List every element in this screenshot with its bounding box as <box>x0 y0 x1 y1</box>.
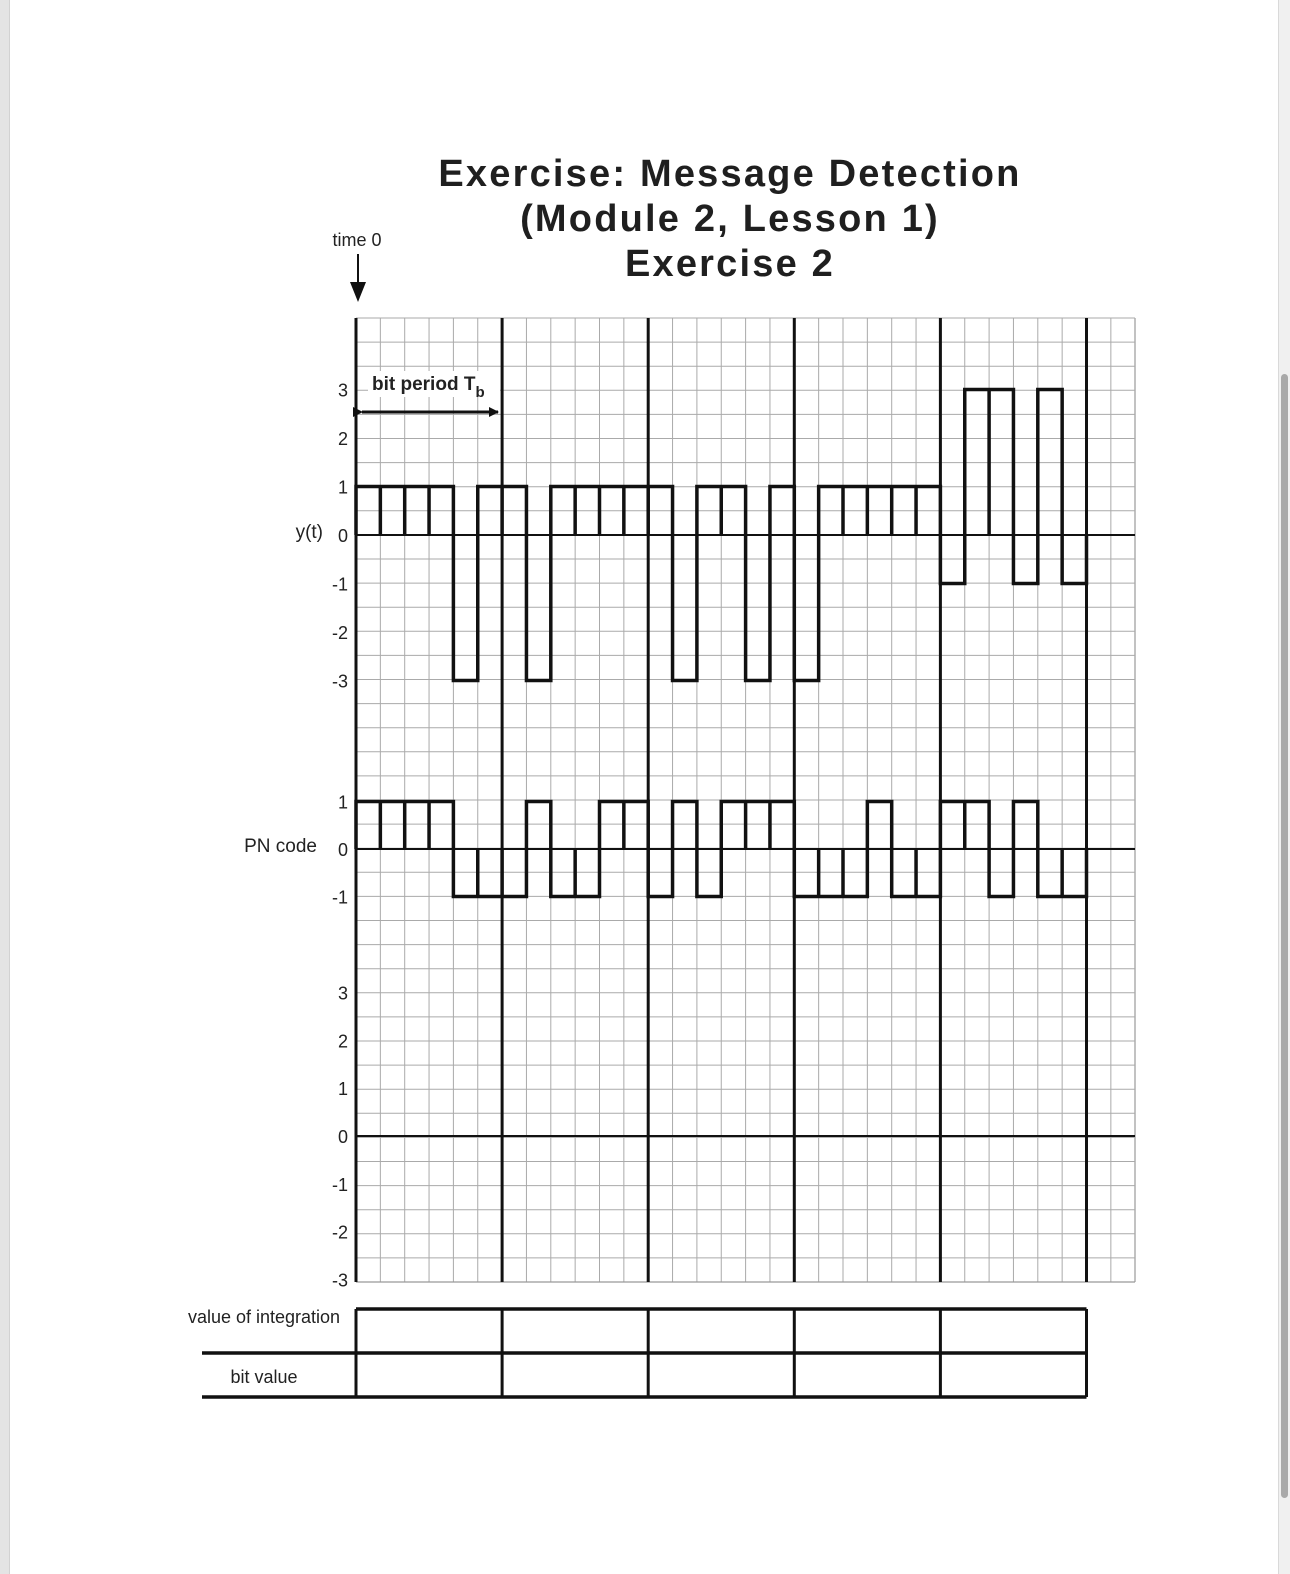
tick-labels <box>332 381 348 1291</box>
product-tick-label: -1 <box>331 1174 348 1195</box>
title-line-1: Exercise: Message Detection <box>438 153 1022 195</box>
integration-value-cell[interactable] <box>359 1312 499 1350</box>
pn-tick-label: 0 <box>337 840 348 860</box>
title-line-2: (Module 2, Lesson 1) <box>520 198 940 240</box>
bit-value-cell[interactable] <box>505 1356 645 1394</box>
yt-tick-label: 1 <box>337 477 348 498</box>
time-zero-label: time 0 <box>332 230 382 250</box>
yt-tick-label: -1 <box>331 574 348 595</box>
bit-value-cell[interactable] <box>359 1356 499 1394</box>
title-line-3: Exercise 2 <box>624 243 836 285</box>
product-tick-label: -2 <box>331 1222 348 1243</box>
integration-value-cell[interactable] <box>797 1312 937 1350</box>
bit-period-label: bit period $T_b$ <box>372 374 485 401</box>
bit-value-label: bit value <box>230 1367 298 1387</box>
pn-panel-label: PN code <box>244 836 317 857</box>
integration-value-cell[interactable] <box>943 1312 1083 1350</box>
yt-tick-label: 2 <box>337 429 348 449</box>
yt-tick-label: -3 <box>331 671 348 692</box>
integration-value-cell[interactable] <box>651 1312 791 1350</box>
bit-value-cell[interactable] <box>943 1356 1083 1394</box>
product-tick-label: 2 <box>337 1031 348 1052</box>
yt-tick-label: -2 <box>331 623 348 643</box>
yt-panel-label: y(t) <box>295 522 323 543</box>
product-tick-label: 0 <box>337 1127 348 1147</box>
yt-tick-label: 3 <box>337 380 348 401</box>
pn-tick-label: -1 <box>331 887 348 908</box>
bit-value-cell[interactable] <box>797 1356 937 1394</box>
yt-tick-label: 0 <box>337 526 348 546</box>
bit-value-cell[interactable] <box>651 1356 791 1394</box>
integration-value-cell[interactable] <box>505 1312 645 1350</box>
product-tick-label: 1 <box>337 1079 348 1100</box>
product-tick-label: 3 <box>337 983 348 1004</box>
value-of-integration-label: value of integration <box>187 1307 341 1327</box>
time-zero-arrow-icon <box>350 282 366 302</box>
pn-tick-label: 1 <box>337 792 348 813</box>
product-tick-label: -3 <box>331 1270 348 1291</box>
